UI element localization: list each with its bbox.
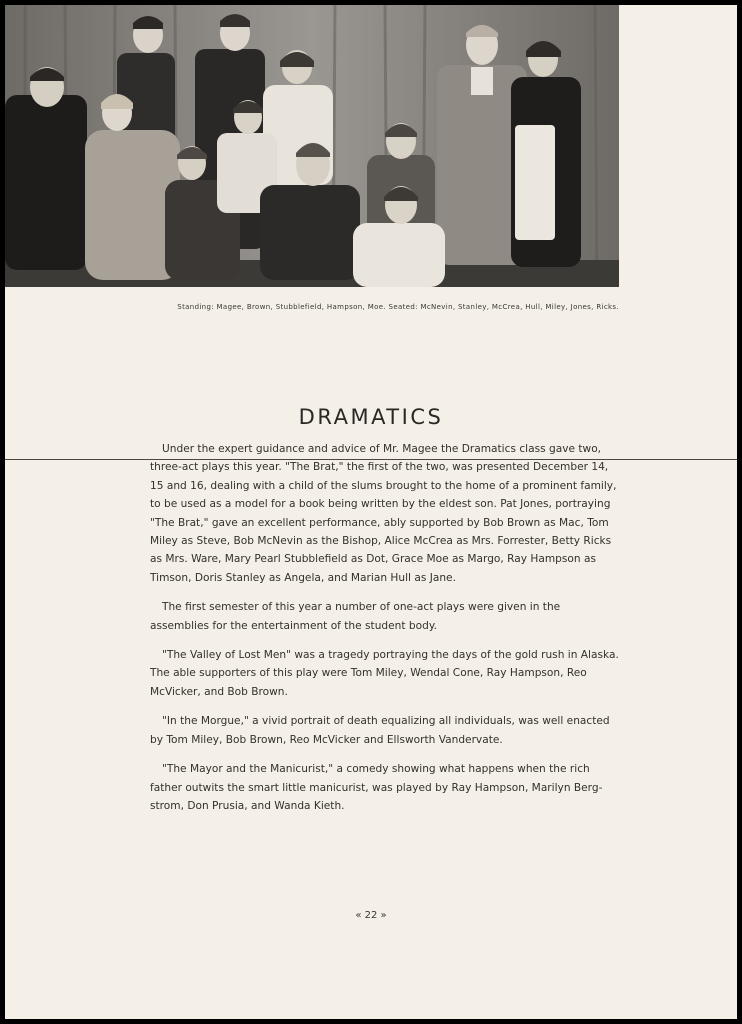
paragraph: "The Mayor and the Manicurist," a comedy showing what happens when the rich father outwits the smart little manicurist, was played by Ray Hampson, Marilyn Berg-strom, Don Prusia, and Wanda Kieth. (150, 763, 603, 812)
photo-caption: Standing: Magee, Brown, Stubblefield, Hampson, Moe. Seated: McNevin, Stanley, McCrea, Hull, Miley, Jones, Ricks. (177, 303, 619, 311)
paragraph: "The Valley of Lost Men" was a tragedy portraying the days of the gold rush in Alaska. The able supporters of this play were Tom Miley, Wendal Cone, Ray Hampson, Reo McVicker, and Bob Brown. (150, 649, 619, 698)
article-body (150, 440, 620, 826)
paragraph: The first semester of this year a number of one-act plays were given in the assemblies for the entertainment of the student body. (150, 601, 561, 632)
group-photo-image (5, 5, 619, 287)
paragraph: "In the Morgue," a vivid portrait of death equalizing all individuals, was well enacted by Tom Miley, Bob Brown, Reo McVicker and Ellsworth Vandervate. (150, 715, 610, 746)
page-title: DRAMATICS (298, 405, 444, 429)
yearbook-page (5, 5, 737, 1019)
group-photo (5, 5, 619, 287)
paragraph: Under the expert guidance and advice of Mr. Magee the Dramatics class gave two, three-act plays this year. "The Brat," the first of the two, was presented December 14, 15 and 16, dealing with a child of the slums brought to the home of a prominent family, to be used as a model for a book being written by the eldest son. Pat Jones, portraying "The Brat," gave an excellent performance, ably supported by Bob Brown as Mac, Tom Miley as Steve, Bob McNevin as the Bishop, Alice McCrea as Mrs. Forrester, Betty Ricks as Mrs. Ware, Mary Pearl Stubblefield as Dot, Grace Moe as Margo, Ray Hampson as Timson, Doris Stanley as Angela, and Marian Hull as Jane. (150, 443, 617, 584)
page-number: « 22 » (355, 910, 387, 921)
